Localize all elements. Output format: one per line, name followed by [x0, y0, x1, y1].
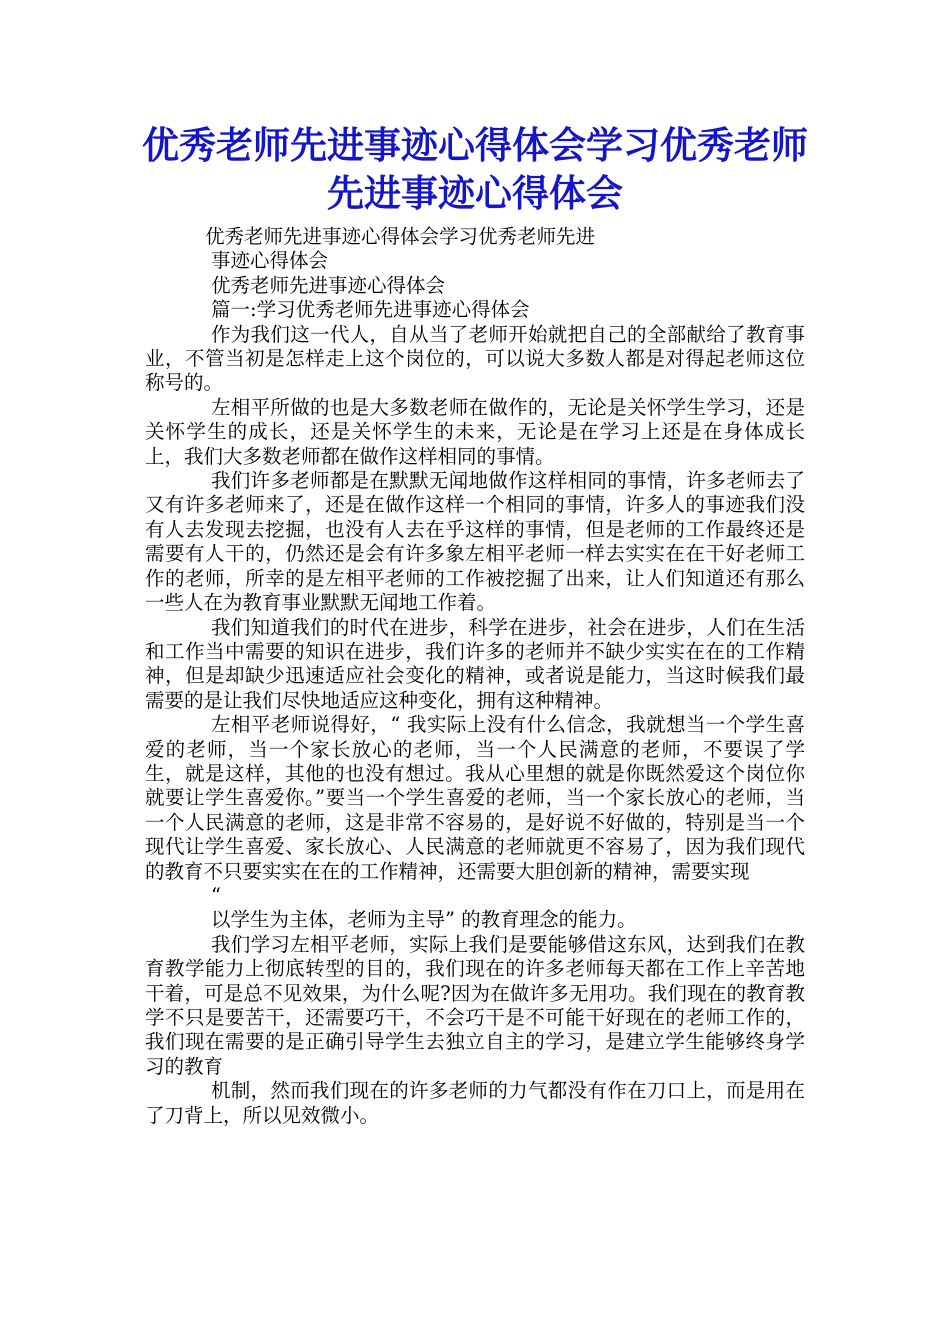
paragraph-4: 我们知道我们的时代在进步，科学在进步，社会在进步，人们在生活和工作当中需要的知识在进步，我们许多的老师并不缺少实实在在的工作精神，但是却缺少迅速适应社会变化的精神，或者说是能力，当这时候我们最需要的是让我们尽快地适应这种变化，拥有这种精神。	[145, 615, 805, 712]
document-title: 优秀老师先进事迹心得体会学习优秀老师先进事迹心得体会	[142, 124, 808, 215]
quote-open-mark: “	[211, 883, 221, 907]
subtitle-line-3: 优秀老师先进事迹心得体会	[211, 273, 446, 297]
document-body	[145, 225, 805, 1128]
paragraph-2: 左相平所做的也是大多数老师在做作的，无论是关怀学生学习，还是关怀学生的成长，还是关怀学生的未来，无论是在学习上还是在身体成长上，我们大多数老师都在做作这样相同的事情。	[145, 395, 805, 468]
subtitle-line-1: 优秀老师先进事迹心得体会学习优秀老师先进	[205, 225, 596, 248]
paragraph-7: 机制，然而我们现在的许多老师的力气都没有作在刀口上，而是用在了刀背上，所以见效微小。	[145, 1079, 805, 1127]
paragraph-1: 作为我们这一代人，自从当了老师开始就把自己的全部献给了教育事业，不管当初是怎样走上这个岗位的，可以说大多数人都是对得起老师这位称号的。	[145, 322, 805, 395]
paragraph-3: 我们许多老师都是在默默无闻地做作这样相同的事情，许多老师去了又有许多老师来了，还是在做作这样一个相同的事情，许多人的事迹我们没有人去发现去挖掘，也没有人去在乎这样的事情，但是老师的工作最终还是需要有人干的，仍然还是会有许多象左相平老师一样去实实在在干好老师工作的老师，所幸的是左相平老师的工作被挖掘了出来，让人们知道还有那么一些人在为教育事业默默无闻地工作着。	[145, 469, 805, 615]
quote-line: 以学生为主体，老师为主导” 的教育理念的能力。	[211, 908, 637, 932]
paragraph-5: 左相平老师说得好，“ 我实际上没有什么信念，我就想当一个学生喜爱的老师，当一个家长放心的老师，当一个人民满意的老师，不要误了学生，就是这样，其他的也没有想过。我从心里想的就是你既然爱这个岗位你就要让学生喜爱你。”要当一个学生喜爱的老师，当一个家长放心的老师，当一个人民满意的老师，这是非常不容易的，是好说不好做的，特别是当一个现代让学生喜爱、家长放心、人民满意的老师就更不容易了，因为我们现代的教育不只要实实在在的工作精神，还需要大胆创新的精神，需要实现	[145, 713, 805, 883]
subtitle-line-2: 事迹心得体会	[211, 249, 329, 273]
section-heading: 篇一:学习优秀老师先进事迹心得体会	[211, 298, 530, 322]
paragraph-6: 我们学习左相平老师，实际上我们是要能够借这东风，达到我们在教育教学能力上彻底转型的目的，我们现在的许多老师每天都在工作上辛苦地干着，可是总不见效果，为什么呢?因为在做许多无用功。我们现在的教育教学不只是要苦干，还需要巧干，不会巧干是不可能干好现在的老师工作的，我们现在需要的是正确引导学生去独立自主的学习，是建立学生能够终身学习的教育	[145, 932, 805, 1078]
